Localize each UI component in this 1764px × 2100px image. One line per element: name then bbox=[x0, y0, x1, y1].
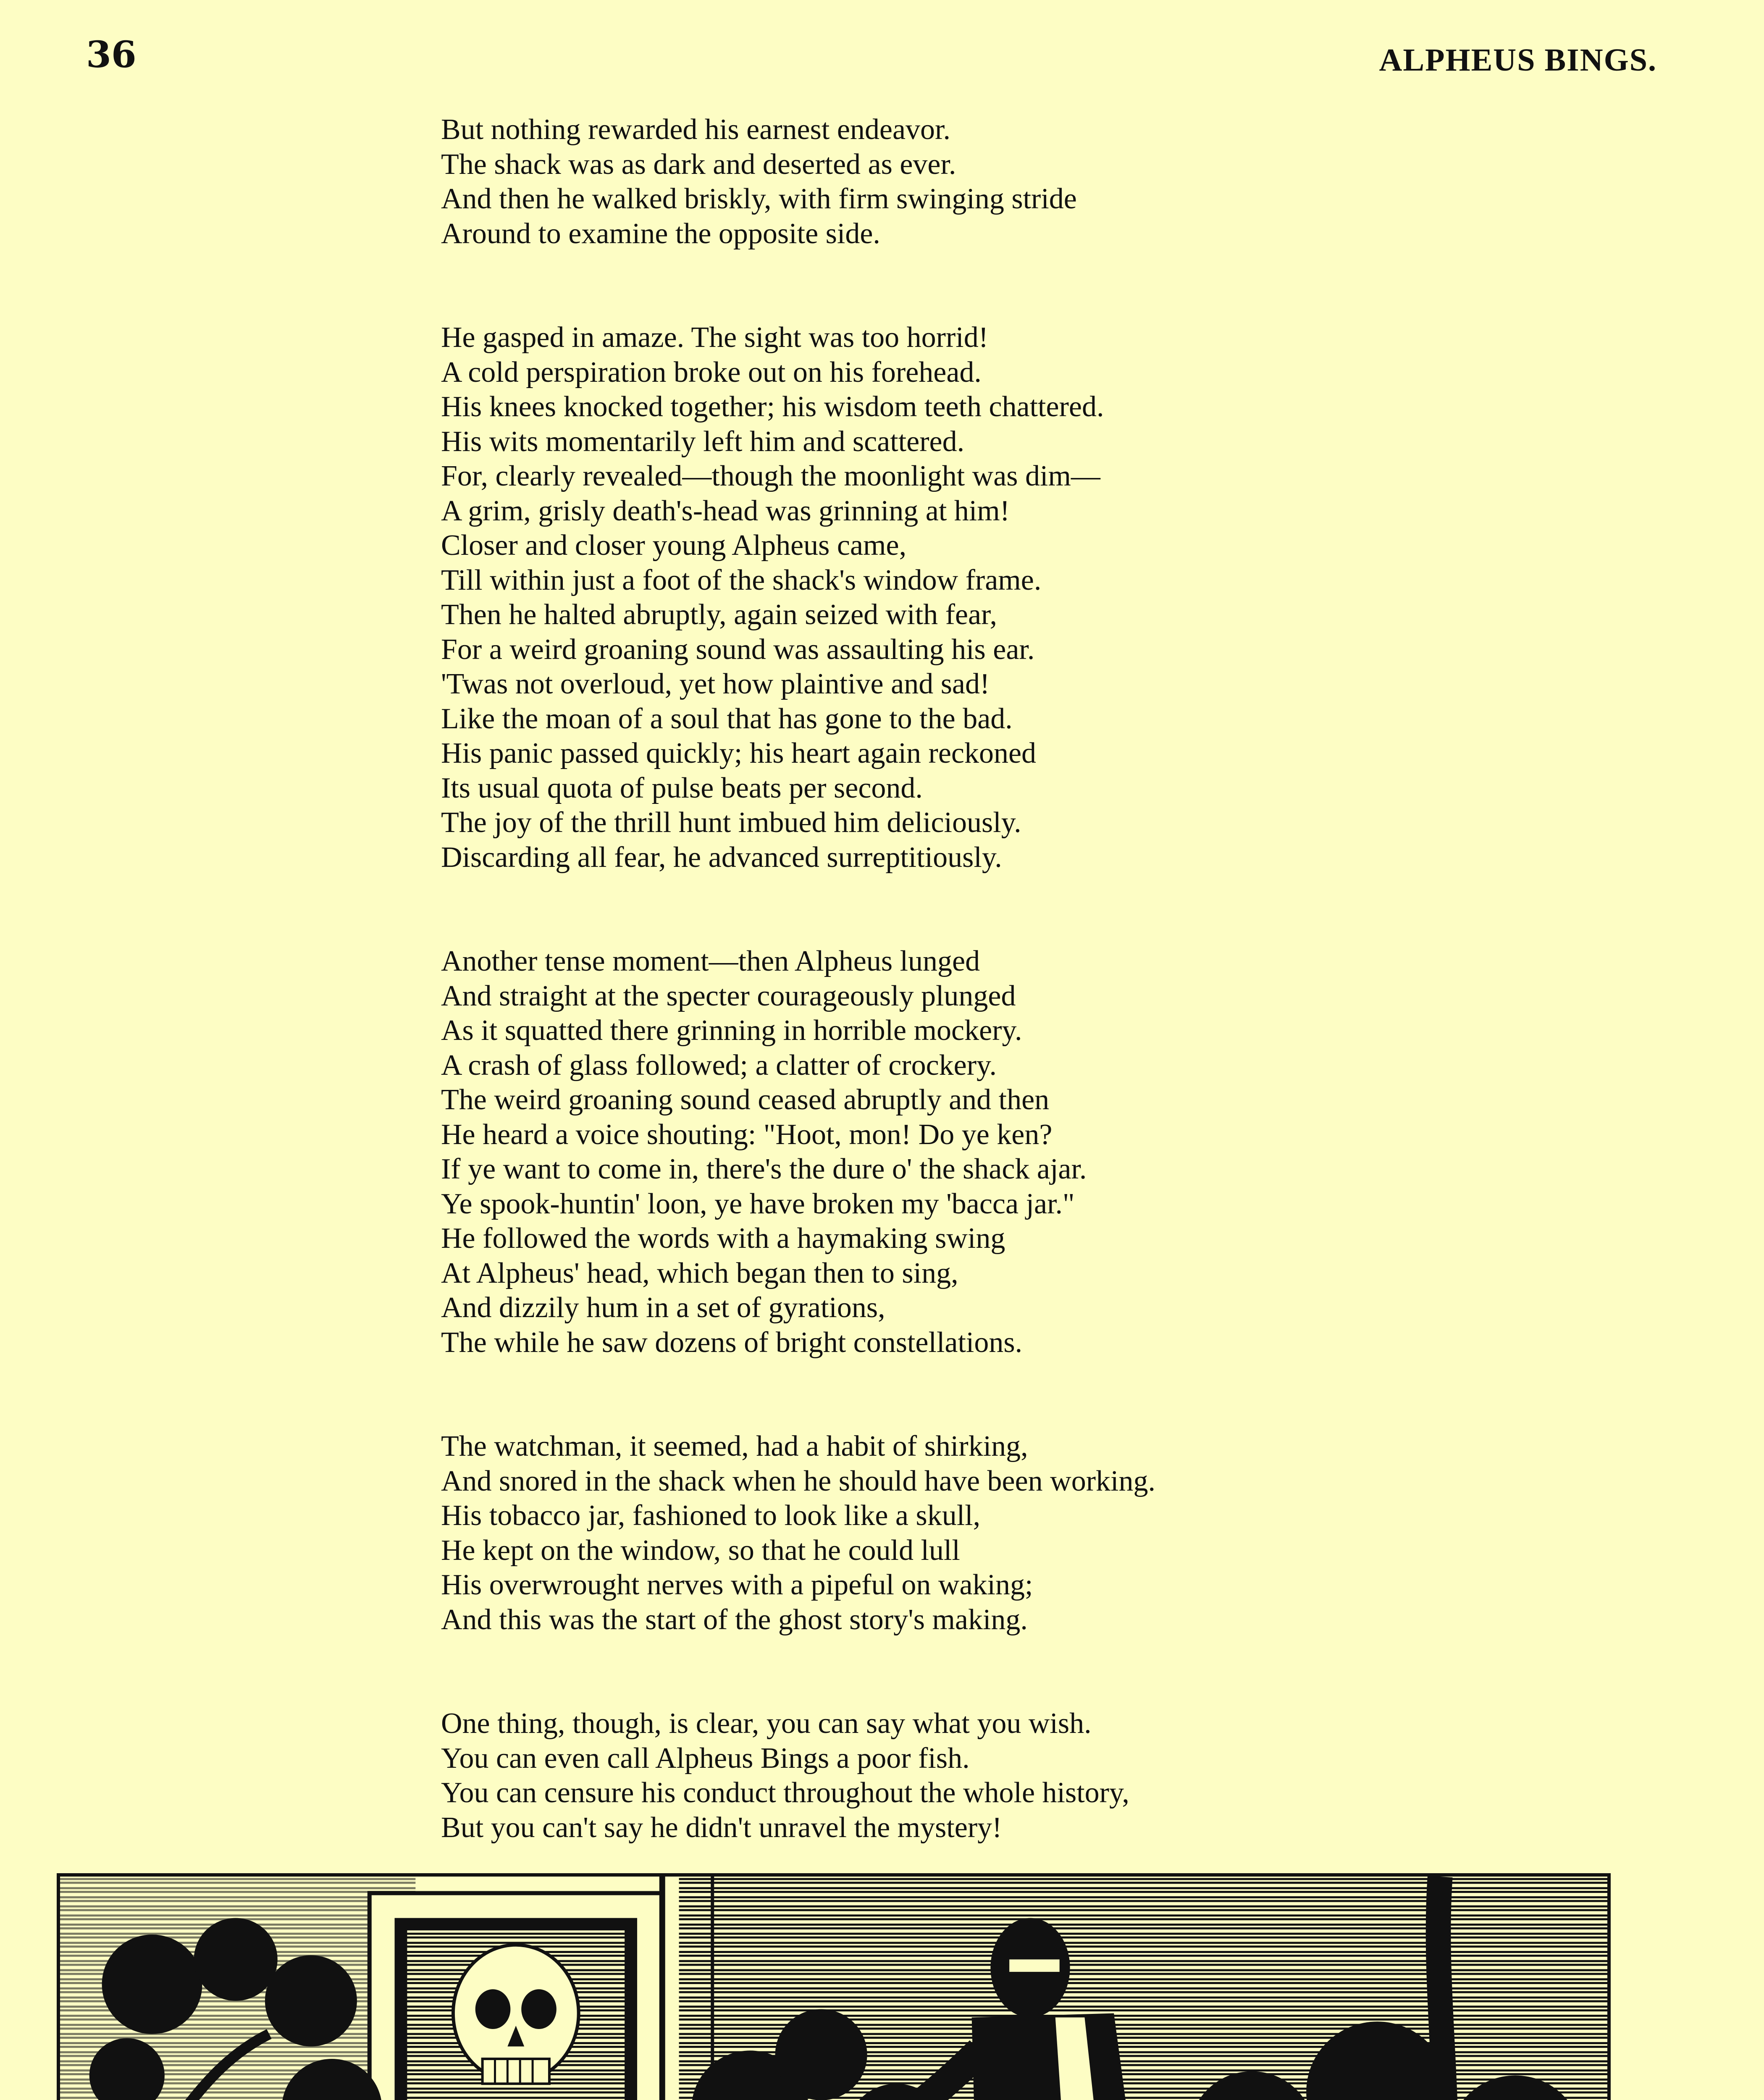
poem-line: The weird groaning sound ceased abruptly and then bbox=[441, 1084, 1050, 1116]
ink-illustration bbox=[60, 1877, 1607, 2100]
running-head: ALPHEUS BINGS. bbox=[1379, 42, 1657, 78]
stanza-5 bbox=[441, 1706, 1491, 1845]
poem-line: For a weird groaning sound was assaulting his ear. bbox=[441, 633, 1035, 666]
poem-line: His knees knocked together; his wisdom teeth chattered. bbox=[441, 391, 1104, 423]
poem-line: Like the moan of a soul that has gone to the bad. bbox=[441, 702, 1013, 735]
poem-line: He kept on the window, so that he could lull bbox=[441, 1534, 960, 1567]
poem-line: And this was the start of the ghost story's making. bbox=[441, 1603, 1028, 1636]
poem-line: And straight at the specter courageously plunged bbox=[441, 979, 1016, 1012]
poem-line: His tobacco jar, fashioned to look like a skull, bbox=[441, 1499, 981, 1532]
page-number: 36 bbox=[86, 34, 136, 76]
poem-body bbox=[441, 113, 1491, 1845]
stanza-1 bbox=[441, 113, 1491, 251]
illustration-panel bbox=[57, 1873, 1611, 2100]
poem-line: But nothing rewarded his earnest endeavor. bbox=[441, 113, 950, 146]
stanza-2 bbox=[441, 320, 1491, 875]
stanza-4 bbox=[441, 1429, 1491, 1637]
poem-line: Discarding all fear, he advanced surreptitiously. bbox=[441, 841, 1002, 874]
poem-line: The watchman, it seemed, had a habit of shirking, bbox=[441, 1430, 1028, 1462]
poem-line: A grim, grisly death's-head was grinning at him! bbox=[441, 494, 1010, 527]
poem-line: And snored in the shack when he should have been working. bbox=[441, 1465, 1155, 1497]
poem-line: At Alpheus' head, which began then to sing, bbox=[441, 1257, 958, 1289]
poem-line: And then he walked briskly, with firm swinging stride bbox=[441, 183, 1077, 215]
poem-line: Closer and closer young Alpheus came, bbox=[441, 529, 907, 562]
poem-line: 'Twas not overloud, yet how plaintive and sad! bbox=[441, 668, 990, 700]
poem-line: For, clearly revealed—though the moonlight was dim— bbox=[441, 460, 1100, 492]
stanza-3 bbox=[441, 944, 1491, 1360]
poem-line: Ye spook-huntin' loon, ye have broken my 'bacca jar." bbox=[441, 1187, 1075, 1220]
poem-line: The joy of the thrill hunt imbued him deliciously. bbox=[441, 806, 1021, 839]
poem-line: His wits momentarily left him and scattered. bbox=[441, 425, 965, 458]
poem-line: The while he saw dozens of bright constellations. bbox=[441, 1326, 1023, 1359]
poem-line: Till within just a foot of the shack's window frame. bbox=[441, 564, 1042, 596]
poem-line: You can even call Alpheus Bings a poor fish. bbox=[441, 1742, 970, 1774]
poem-line: His panic passed quickly; his heart again reckoned bbox=[441, 737, 1037, 769]
poem-line: A crash of glass followed; a clatter of crockery. bbox=[441, 1049, 997, 1082]
poem-line: As it squatted there grinning in horrible mockery. bbox=[441, 1014, 1022, 1047]
poem-line: But you can't say he didn't unravel the mystery! bbox=[441, 1811, 1002, 1844]
poem-line: And dizzily hum in a set of gyrations, bbox=[441, 1292, 885, 1324]
poem-line: A cold perspiration broke out on his forehead. bbox=[441, 356, 982, 388]
skull-figure bbox=[453, 1945, 579, 2084]
poem-line: He followed the words with a haymaking swing bbox=[441, 1222, 1005, 1255]
poem-line: Around to examine the opposite side. bbox=[441, 217, 880, 250]
poem-line: Another tense moment—then Alpheus lunged bbox=[441, 945, 980, 977]
poem-line: The shack was as dark and deserted as ever. bbox=[441, 148, 956, 181]
poem-line: His overwrought nerves with a pipeful on waking; bbox=[441, 1569, 1033, 1601]
poem-line: Then he halted abruptly, again seized with fear, bbox=[441, 598, 998, 631]
right-tree bbox=[1438, 1877, 1446, 2100]
poem-line: If ye want to come in, there's the dure o' the shack ajar. bbox=[441, 1153, 1087, 1185]
poem-line: One thing, though, is clear, you can say what you wish. bbox=[441, 1707, 1092, 1740]
poem-line: He heard a voice shouting: "Hoot, mon! Do ye ken? bbox=[441, 1118, 1053, 1151]
poem-line: You can censure his conduct throughout the whole history, bbox=[441, 1777, 1129, 1809]
poem-line: He gasped in amaze. The sight was too horrid! bbox=[441, 321, 989, 354]
poem-line: Its usual quota of pulse beats per second. bbox=[441, 772, 923, 804]
